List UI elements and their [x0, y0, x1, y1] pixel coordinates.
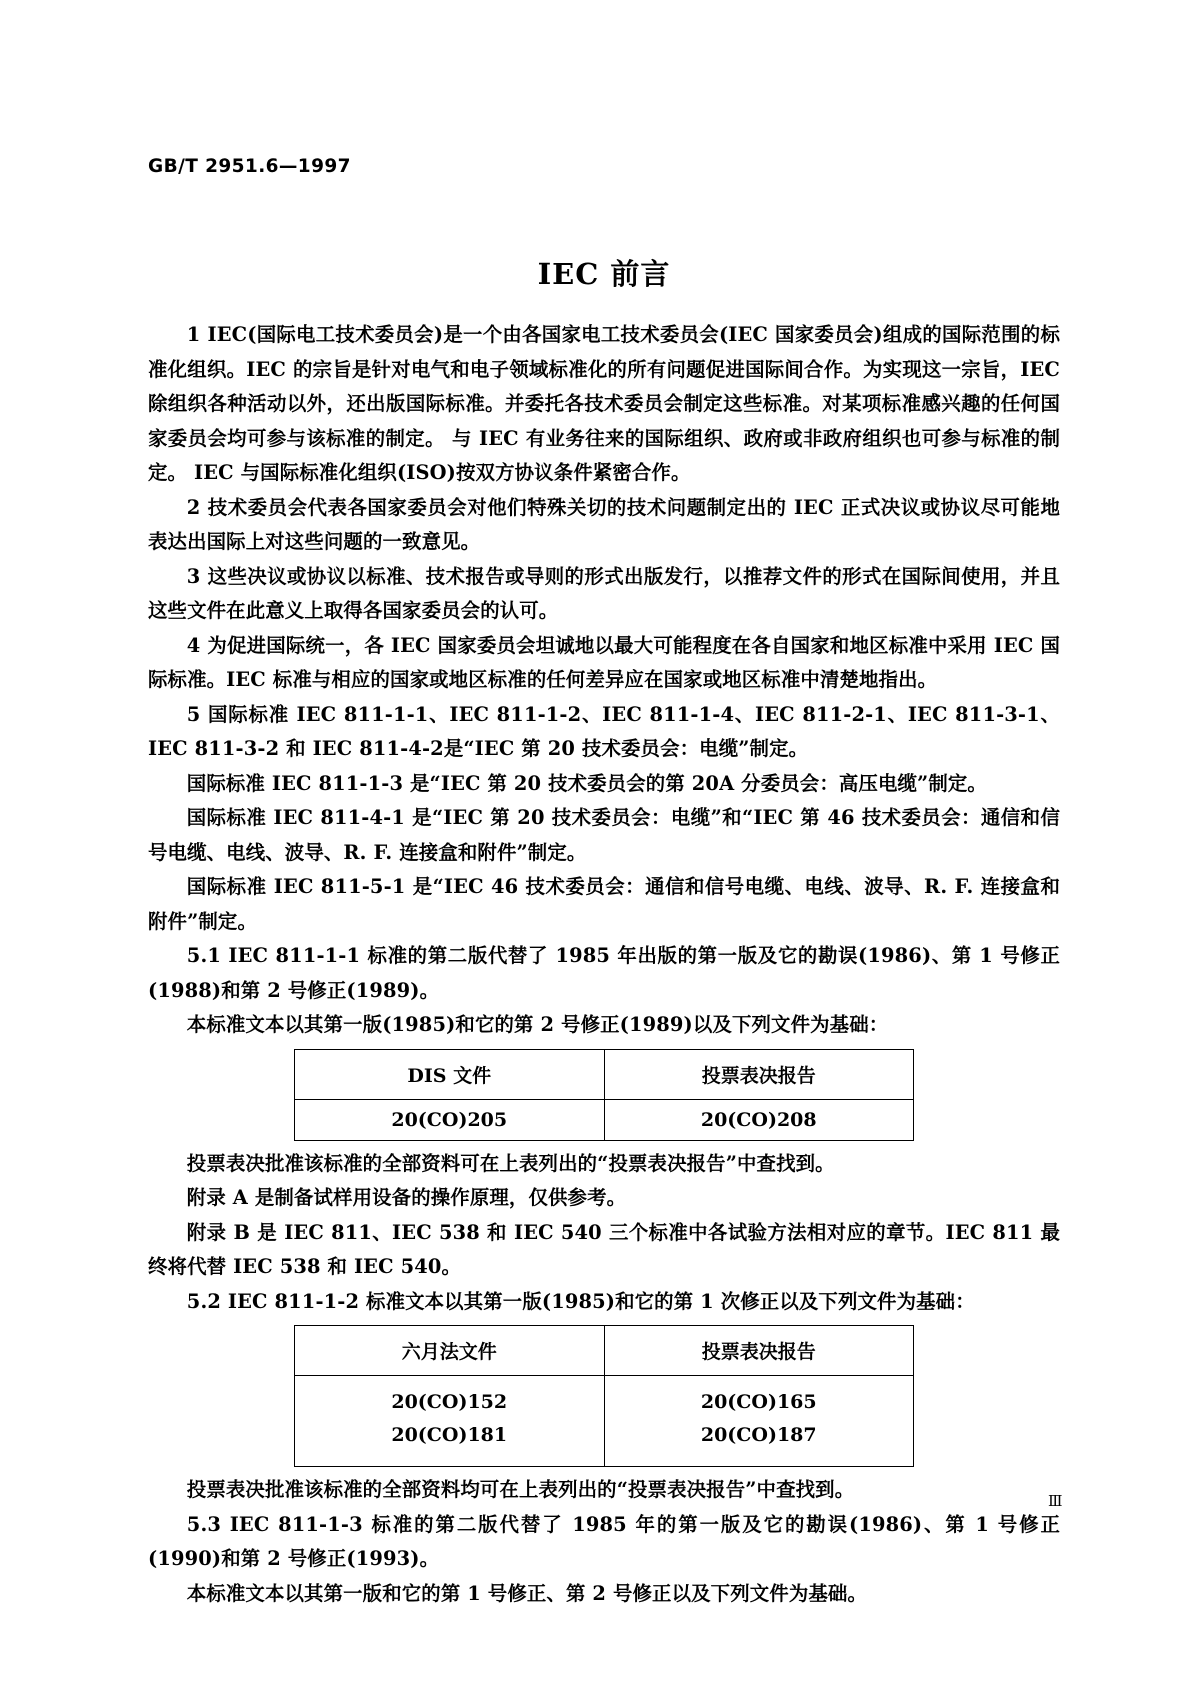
table2-cell-col1-line2: 20(CO)181	[391, 1424, 508, 1446]
paragraph-iec-811-4-1: 国际标准 IEC 811-4-1 是“IEC 第 20 技术委员会：电缆”和“IEC 第 46 技术委员会：通信和信号电缆、电线、波导、R. F. 连接盒和附件”制定。	[148, 806, 1060, 864]
table-header-row	[295, 1049, 914, 1099]
dis-documents-table	[294, 1049, 914, 1141]
page-number: Ⅲ	[1048, 1492, 1063, 1510]
paragraph-section-5-2: 5.2 IEC 811-1-2 标准文本以其第一版(1985)和它的第 1 次修正以及下列文件为基础：	[186, 1289, 975, 1313]
paragraph-1: 1 IEC(国际电工技术委员会)是一个由各国家电工技术委员会(IEC 国家委员会)组成的国际范围的标准化组织。IEC 的宗旨是针对电气和电子领域标准化的所有问题促进国际间合作。为实现这一宗旨，IEC 除组织各种活动以外，还出版国际标准。并委托各技术委员会制定这些标准。对某项标准感兴趣的任何国家委员会均可参与该标准的制定。 与 IEC 有业务往来的国际组织、政府或非政府组织也可参与标准的制定。 IEC 与国际标准化组织(ISO)按双方协议条件紧密合作。	[148, 323, 1060, 484]
table2-cell-col2-line2: 20(CO)187	[700, 1424, 817, 1446]
table2-header-col2: 投票表决报告	[604, 1326, 914, 1376]
standard-number-header: GB/T 2951.6—1997	[148, 156, 351, 177]
table-row	[295, 1099, 914, 1140]
table1-cell-r1c2: 20(CO)208	[604, 1099, 914, 1140]
paragraph-section-5-3: 5.3 IEC 811-1-3 标准的第二版代替了 1985 年的第一版及它的勘误(1986)、第 1 号修正(1990)和第 2 号修正(1993)。	[148, 1512, 1060, 1570]
paragraph-basis-5-3: 本标准文本以其第一版和它的第 1 号修正、第 2 号修正以及下列文件为基础。	[186, 1581, 867, 1605]
table-1-wrapper	[148, 1049, 1060, 1141]
paragraph-voting-note-1: 投票表决批准该标准的全部资料可在上表列出的“投票表决报告”中查找到。	[186, 1151, 835, 1175]
paragraph-annex-a: 附录 A 是制备试样用设备的操作原理，仅供参考。	[186, 1186, 627, 1209]
paragraph-5: 5 国际标准 IEC 811-1-1、IEC 811-1-2、IEC 811-1-4、IEC 811-2-1、IEC 811-3-1、IEC 811-3-2 和 IEC 811-4-2是“IEC 第 20 技术委员会：电缆”制定。	[148, 702, 1060, 760]
six-month-documents-table	[294, 1325, 914, 1467]
table2-cell-col1-line1: 20(CO)152	[391, 1391, 508, 1413]
paragraph-4: 4 为促进国际统一，各 IEC 国家委员会坦诚地以最大可能程度在各自国家和地区标准中采用 IEC 国际标准。IEC 标准与相应的国家或地区标准的任何差异应在国家或地区标准中清楚地指出。	[148, 633, 1060, 691]
table1-cell-r1c1: 20(CO)205	[295, 1099, 605, 1140]
table-row	[295, 1376, 914, 1467]
body-text-block	[148, 318, 1060, 1611]
paragraph-annex-b: 附录 B 是 IEC 811、IEC 538 和 IEC 540 三个标准中各试验方法相对应的章节。IEC 811 最终将代替 IEC 538 和 IEC 540。	[148, 1220, 1060, 1278]
paragraph-section-5-1: 5.1 IEC 811-1-1 标准的第二版代替了 1985 年出版的第一版及它的勘误(1986)、第 1 号修正(1988)和第 2 号修正(1989)。	[148, 944, 1060, 1002]
table-2-wrapper	[148, 1325, 1060, 1467]
table1-header-col1: DIS 文件	[295, 1049, 605, 1099]
paragraph-voting-note-2: 投票表决批准该标准的全部资料均可在上表列出的“投票表决报告”中查找到。	[186, 1478, 855, 1501]
table2-header-col1: 六月法文件	[295, 1326, 605, 1376]
paragraph-basis-5-1: 本标准文本以其第一版(1985)和它的第 2 号修正(1989)以及下列文件为基础：	[186, 1013, 889, 1036]
paragraph-iec-811-1-3: 国际标准 IEC 811-1-3 是“IEC 第 20 技术委员会的第 20A 分委员会：高压电缆”制定。	[186, 771, 987, 795]
table-header-row	[295, 1326, 914, 1376]
table2-cell-col2	[604, 1376, 914, 1467]
paragraph-2: 2 技术委员会代表各国家委员会对他们特殊关切的技术问题制定出的 IEC 正式决议或协议尽可能地表达出国际上对这些问题的一致意见。	[148, 495, 1060, 553]
paragraph-3: 3 这些决议或协议以标准、技术报告或导则的形式出版发行，以推荐文件的形式在国际间使用，并且这些文件在此意义上取得各国家委员会的认可。	[148, 564, 1060, 622]
table2-cell-col2-line1: 20(CO)165	[700, 1391, 817, 1413]
paragraph-iec-811-5-1: 国际标准 IEC 811-5-1 是“IEC 46 技术委员会：通信和信号电缆、电线、波导、R. F. 连接盒和附件”制定。	[148, 875, 1060, 933]
page-title: IEC 前言	[537, 257, 671, 291]
table2-cell-col1	[295, 1376, 605, 1467]
table1-header-col2: 投票表决报告	[604, 1049, 914, 1099]
